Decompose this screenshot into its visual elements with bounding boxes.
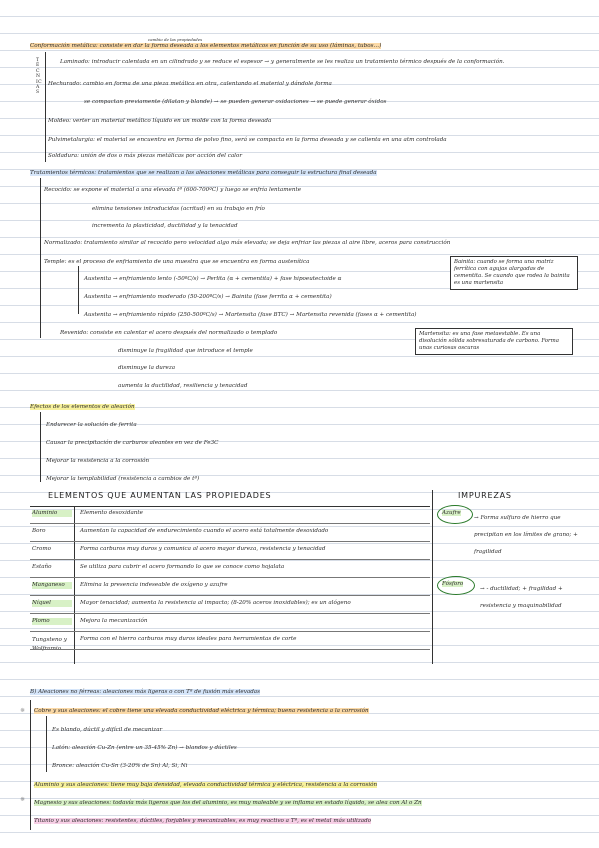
bainita-note-box: Bainita: cuando se forma una matriz ferrítica con agujas alargadas de cementita. Se cuando que rodea la bainita es una martensita	[450, 256, 578, 290]
no-ferreas-title: B) Aleaciones no férreas: aleaciones más ligeras o con Tª de fusión más elevadas	[30, 689, 261, 695]
table-cell-description: Elemento desoxidante	[80, 510, 143, 516]
table-column-rule	[74, 506, 75, 664]
cobre-bracket	[46, 716, 47, 772]
table-row-rule	[30, 559, 430, 560]
temple-route-3: Austenita → enfriamiento rápido (250-500ºC/s) → Martensita (fase BTC) → Martensita revenida (fases α + cementita)	[84, 312, 417, 318]
table-cell-element: Aluminio	[32, 510, 72, 517]
table-row-rule	[30, 631, 430, 632]
table-cell-element: Manganeso	[32, 582, 72, 589]
azufre-label: Azufre	[442, 510, 461, 516]
azufre-desc: → Forma sulfuro de hierro que precipitan en los límites de grano; + fragilidad	[474, 515, 578, 555]
normalizado-text: Normalizado: tratamiento similar al recocido pero velocidad algo más elevada; se deja enfriar las piezas al aire libre, aceros para construcción	[44, 240, 451, 246]
table-top-rule	[30, 506, 430, 507]
margin-mark-2: ☼	[20, 797, 26, 803]
titanio-text: Titanio y sus aleaciones: resistentes, dúctiles, forjables y mecanizables, es muy reactivo a Tª, es el metal más utilizado	[34, 818, 372, 824]
tratamientos-title: Tratamientos térmicos: tratamientos que se realizan a las aleaciones metálicas para conseguir la estructura final deseada	[30, 170, 377, 176]
table-cell-element: Plomo	[32, 618, 72, 625]
pulvimetalurgia-text: Pulvimetalurgia: el material se encuentra en forma de polvo fino, será se compacta en la forma deseada y se calienta en una atm controlada	[48, 137, 447, 143]
recocido-text: Recocido: se expone el material a una elevada tª (600-700ºC) y luego se enfría lentamente	[44, 187, 302, 193]
aluminio-aleaciones-text: Aluminio y sus aleaciones: tiene muy baja densidad, elevada conductividad térmica y eléctrica, resistencia a la corrosión	[34, 782, 378, 788]
table-cell-element: Boro	[32, 528, 46, 534]
margin-mark-1: ☼	[20, 708, 26, 714]
efecto-1: Endurecer la solución de ferrita	[46, 422, 137, 428]
bullet-conformacion: Conformación metálica: consiste en dar la forma deseada a los elementos metálicos en función de su uso (láminas, tubos…)	[30, 43, 382, 49]
revenido-text: Revenido: consiste en calentar el acero después del normalizado o templado	[60, 330, 278, 336]
laton-text: Latón: aleación Cu-Zn (entre un 35-45% Zn) → blandos y dúctiles	[52, 745, 237, 751]
magnesio-text: Magnesio y sus aleaciones: todavía más ligeros que los del aluminio, es muy maleable y se inflama en estado líquido, se alea con Al o Zn	[34, 800, 422, 806]
tratamientos-bracket	[40, 178, 41, 338]
table-row-rule	[30, 577, 430, 578]
table-row-rule	[30, 613, 430, 614]
table-cell-description: Aumentan la capacidad de endurecimiento cuando el acero está totalmente desoxidado	[80, 528, 329, 534]
impurezas-heading: IMPUREZAS	[458, 491, 512, 500]
table-cell-description: Elimina la presencia indeseable de oxígeno y azufre	[80, 582, 228, 588]
martensita-note-box: Martensita: es una fase metaestable. Es una disolución sólida sobresaturada de carbono. Forma unas curiosas oscuras	[415, 328, 573, 355]
fosforo-label: Fósforo	[442, 581, 464, 587]
efecto-2: Causar la precipitación de carburos aleantes en vez de Fe3C	[46, 440, 219, 446]
table-cell-description: Forma carburos muy duros y comunica al acero mayor dureza, resistencia y tenacidad	[80, 546, 326, 552]
revenido-item-2: disminuye la dureza	[118, 365, 176, 371]
table-cell-description: Se utiliza para cubrir el acero formando lo que se conoce como hojalata	[80, 564, 285, 570]
table-cell-element: Tungsteno y Wolframio	[32, 637, 67, 652]
temple-route-1: Austenita → enfriamiento lento (-50ºC/s) → Perlita (α + cementita) + fase hipoeutectoide α	[84, 276, 342, 282]
table-cell-description: Forma con el hierro carburos muy duros ideales para herramientas de corte	[80, 636, 297, 642]
table-right-rule	[432, 490, 433, 664]
no-ferreas-bracket	[30, 700, 31, 830]
table-cell-description: Mejora la mecanización	[80, 618, 148, 624]
table-row-rule	[30, 541, 430, 542]
efecto-4: Mejorar la templabilidad (resistencia a cambios de tª)	[46, 476, 200, 482]
revenido-item-3: aumenta la ductilidad, resiliencia y tenacidad	[118, 383, 248, 389]
temple-text: Temple: es el proceso de enfriamiento de una muestra que se encuentra en forma austenítica	[44, 259, 310, 265]
soldadura-text: Soldadura: unión de dos o más piezas metálicas por acción del calor	[48, 153, 243, 159]
temple-bracket	[78, 266, 79, 314]
table-cell-element: Cromo	[32, 546, 51, 552]
hechurado-text: Hechurado: cambio en forma de una pieza metálica en otra, calentando el material y dándole forma	[48, 81, 332, 87]
temple-route-2: Austenita → enfriamiento moderado (50-200ºC/s) → Bainita (fase ferrita α + cementita)	[84, 294, 332, 300]
cobre-text: Cobre y sus aleaciones: el cobre tiene una elevada conductividad eléctrica y térmica; buena resistencia a la corrosión	[34, 708, 369, 714]
table-cell-element: Níquel	[32, 600, 72, 607]
table-heading: ELEMENTOS QUE AUMENTAN LAS PROPIEDADES	[48, 491, 272, 500]
laminado-text: Laminado: introducir calentada en un cilindrado y se reduce el espesor → y generalmente se les realiza un tratamiento térmico después de la conformación.	[60, 59, 505, 65]
recocido-item-1: elimina tensiones introducidas (acritud) en su trabajo en frío	[92, 206, 265, 212]
table-row-rule	[30, 649, 430, 650]
hechurado-detail: se compactan previamente (dilatan y blande) → se pueden generar oxidaciones → se puede generar óxidos	[84, 99, 387, 105]
efecto-3: Mejorar la resistencia a la corrosión	[46, 458, 150, 464]
fosforo-desc: → - ductilidad; + fragilidad + resistencia y maquinabilidad	[480, 586, 563, 609]
efectos-bracket	[40, 412, 41, 482]
table-cell-description: Mayor tenacidad; aumenta la resistencia al impacto; (8-20% aceros inoxidables); es un alógeno	[80, 600, 351, 606]
table-row-rule	[30, 595, 430, 596]
recocido-item-2: incrementa la plasticidad, ductilidad y la tenacidad	[92, 223, 238, 229]
conformacion-note: cambio de las propiedades	[148, 37, 203, 42]
efectos-title: Efectos de los elementos de aleación	[30, 404, 135, 410]
tecnicas-vertical-label: TÉCNICAS	[36, 58, 42, 96]
cobre-item-1: Es blando, dúctil y difícil de mecanizar	[52, 727, 163, 733]
moldeo-text: Moldeo: verter un material metálico líquido en un molde con la forma deseada	[48, 118, 272, 124]
bronce-text: Bronce: aleación Cu-Sn (3-20% de Sn) Al, Si, Ni	[52, 763, 188, 769]
revenido-item-1: disminuye la fragilidad que introduce el temple	[118, 348, 253, 354]
table-cell-element: Estaño	[32, 564, 52, 570]
table-row-rule	[30, 523, 430, 524]
tecnicas-bracket	[45, 52, 46, 162]
